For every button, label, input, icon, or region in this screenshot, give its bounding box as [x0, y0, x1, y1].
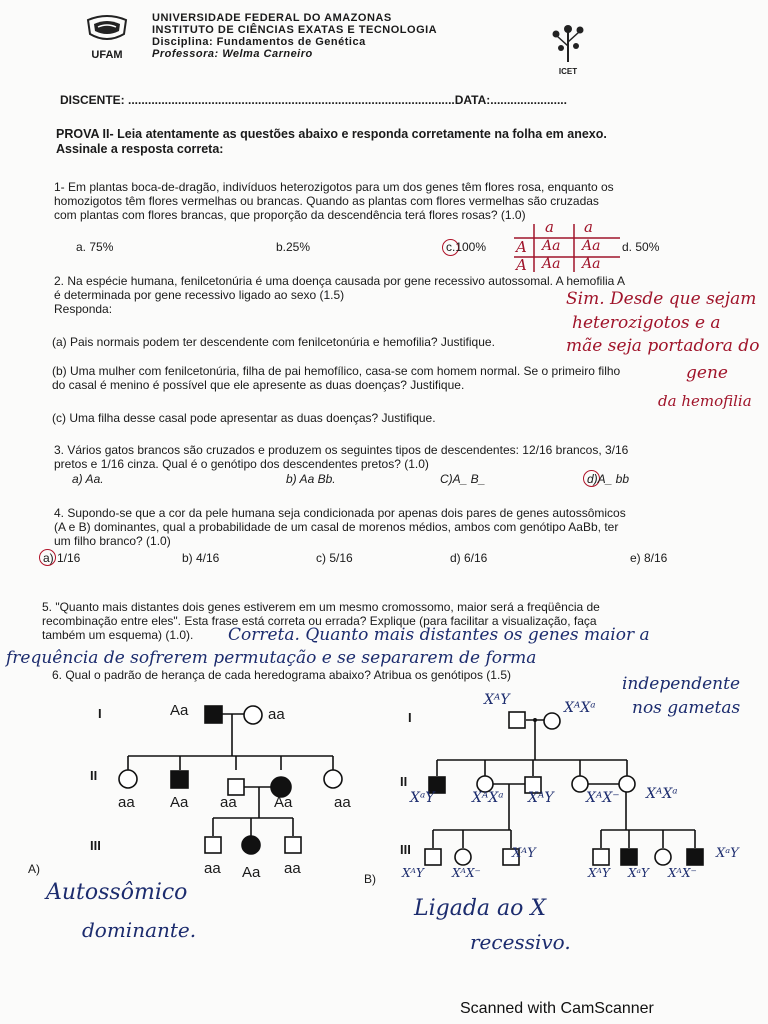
q1-option-a[interactable]: a. 75%: [76, 240, 114, 254]
q4-option-e[interactable]: e) 8/16: [630, 551, 668, 565]
q2-item-b-line2: do casal é menino é possível que ele apresente as duas doenças? Justifique.: [52, 378, 465, 392]
ped-a-II-2-genotype: Aa: [170, 794, 189, 811]
q3-option-b[interactable]: b) Aa Bb.: [286, 472, 336, 486]
ped-a-III-3-genotype: aa: [284, 860, 301, 877]
q3-option-d[interactable]: d)A_ bb: [587, 472, 630, 486]
ped-b-III-4-genotype: XᴬY: [588, 866, 610, 880]
q2-answer-line5: da hemofilia: [658, 392, 752, 410]
ufam-emblem-icon: [84, 14, 130, 46]
institute-name: INSTITUTO DE CIÊNCIAS EXATAS E TECNOLOGIA: [152, 24, 438, 36]
university-name: UNIVERSIDADE FEDERAL DO AMAZONAS: [152, 12, 392, 24]
punnett-c22: Aa: [582, 256, 601, 272]
q2-answer-line1: Sim. Desde que sejam: [566, 289, 757, 309]
ped-b-gen-II: II: [400, 774, 408, 789]
q4-line2: (A e B) dominantes, qual a probabilidade de um casal de morenos médios, ambos com genótipo AaBb, ter: [54, 520, 619, 534]
ped-a-II-5-genotype: aa: [334, 794, 351, 811]
header-block: [152, 12, 437, 60]
q5-answer-line2: frequência de sofrerem permutação e se separarem de forma: [6, 648, 537, 668]
ped-a-I-father-genotype: Aa: [170, 702, 189, 719]
punnett-c11: Aa: [542, 238, 561, 254]
ped-b-III-3-genotype: XᴬY: [512, 846, 536, 861]
q2-text: [54, 274, 625, 316]
ped-a-gen-II: II: [90, 768, 98, 783]
q6-answer-b-line2: recessivo.: [470, 930, 571, 954]
ped-a-II-3-genotype: aa: [220, 794, 237, 811]
q5-line2: recombinação entre eles". Esta frase está correta ou errada? Explique (para facilitar a visualização, faça: [42, 614, 597, 628]
q1-text: [54, 180, 614, 222]
ped-a-label: A): [28, 862, 40, 876]
ped-b-label: B): [364, 872, 376, 886]
q2-line3: Responda:: [54, 302, 113, 316]
q3-line1: 3. Vários gatos brancos são cruzados e produzem os seguintes tipos de descendentes: 12/16 brancos, 3/16: [54, 443, 629, 457]
q3-line2: pretos e 1/16 cinza. Qual é o genótipo dos descendentes pretos? (1.0): [54, 457, 429, 471]
q6-text: 6. Qual o padrão de herança de cada heredograma abaixo? Atribua os genótipos (1.5): [52, 668, 511, 682]
punnett-top1: a: [545, 218, 554, 236]
ped-b-III-1-genotype: XᴬY: [402, 866, 424, 880]
pedigree-lines: [0, 690, 768, 950]
q2-line2: é determinada por gene recessivo ligado ao sexo (1.5): [54, 288, 345, 302]
punnett-left2: A: [516, 256, 527, 274]
q2-item-c: (c) Uma filha desse casal pode apresentar as duas doenças? Justifique.: [52, 411, 436, 425]
punnett-c21: Aa: [542, 256, 561, 272]
q2-item-a: (a) Pais normais podem ter descendente com fenilcetonúria e hemofilia? Justifique.: [52, 335, 495, 349]
ufam-label: UFAM: [91, 49, 123, 61]
icet-logo: [548, 22, 588, 78]
discipline: Disciplina: Fundamentos de Genética: [152, 36, 366, 48]
ped-b-I-mother-genotype: XᴬXᵃ: [564, 700, 596, 716]
q2-item-b: [52, 364, 620, 392]
q2-answer-line4: gene: [686, 363, 728, 383]
q4-option-c[interactable]: c) 5/16: [316, 551, 353, 565]
q4-option-b[interactable]: b) 4/16: [182, 551, 220, 565]
student-line: DISCENTE: ..................................................................................................DATA:.......................: [60, 93, 567, 107]
ped-b-II-2-genotype: XᴬXᵃ: [472, 790, 504, 806]
ped-a-gen-I: I: [98, 706, 102, 721]
ped-a-III-1-genotype: aa: [204, 860, 221, 877]
punnett-top2: a: [584, 218, 593, 236]
q3-option-a[interactable]: a) Aa.: [72, 472, 104, 486]
icet-label: ICET: [558, 67, 578, 76]
ped-a-gen-III: III: [90, 838, 101, 853]
punnett-square: [512, 222, 622, 274]
q5-answer-line3: independente: [622, 674, 741, 694]
professor: Professora: Welma Carneiro: [152, 48, 313, 60]
ped-b-gen-III: III: [400, 842, 411, 857]
ped-a-II-1-genotype: aa: [118, 794, 135, 811]
q1-option-b[interactable]: b.25%: [276, 240, 311, 254]
intro-line2: Assinale a resposta correta:: [56, 142, 224, 156]
intro-line1: PROVA II- Leia atentamente as questões abaixo e responda corretamente na folha em anexo.: [56, 127, 607, 141]
q1-line3: com plantas com flores brancas, que proporção da descendência terá flores rosas? (1.0): [54, 208, 526, 222]
q6-answer-a-line2: dominante.: [82, 918, 197, 942]
q3-text: [54, 443, 628, 471]
ped-a-I-mother-genotype: aa: [268, 706, 285, 723]
q4-line3: um filho branco? (1.0): [54, 534, 171, 548]
q1-option-d[interactable]: d. 50%: [622, 240, 660, 254]
q5-answer-line4: nos gametas: [632, 698, 741, 718]
punnett-left1: A: [516, 238, 527, 256]
ped-b-III-7-genotype: XᵃY: [716, 846, 739, 861]
q6-answer-b-line1: Ligada ao X: [414, 896, 547, 921]
ped-a-III-2-genotype: Aa: [242, 864, 261, 881]
scanner-footer: Scanned with CamScanner: [460, 1000, 654, 1017]
q1-line1: 1- Em plantas boca-de-dragão, indivíduos heterozigotos para um dos genes têm flores rosa, enquanto os: [54, 180, 614, 194]
ped-b-III-5-genotype: XᵃY: [628, 866, 649, 880]
q4-option-a[interactable]: a) 1/16: [43, 551, 81, 565]
ufam-logo: [84, 14, 130, 61]
q2-answer-line3: mãe seja portadora do: [566, 336, 760, 356]
q1-option-c[interactable]: c.100%: [446, 240, 487, 254]
ped-b-III-6-genotype: XᴬX⁻: [668, 866, 697, 880]
q2-line1: 2. Na espécie humana, fenilcetonúria é uma doença causada por gene recessivo autossomal. A hemofilia A: [54, 274, 626, 288]
ped-b-gen-I: I: [408, 710, 412, 725]
q4-option-d[interactable]: d) 6/16: [450, 551, 488, 565]
punnett-c12: Aa: [582, 238, 601, 254]
ped-b-III-2-genotype: XᴬX⁻: [452, 866, 481, 880]
ped-b-II-4-genotype: XᴬX⁻: [586, 790, 620, 806]
q2-item-b-line1: (b) Uma mulher com fenilcetonúria, filha de pai hemofílico, casa-se com homem normal. Se o primeiro filho: [52, 364, 621, 378]
q4-text: [54, 506, 626, 548]
ped-a-II-4-genotype: Aa: [274, 794, 293, 811]
ped-b-II-5-genotype: XᴬXᵃ: [646, 786, 678, 802]
ped-b-II-1-genotype: XᵃY: [410, 790, 435, 806]
q1-line2: homozigotos têm flores vermelhas ou brancas. Quando as plantas com flores vermelhas são cruzadas: [54, 194, 599, 208]
ped-b-II-3-genotype: XᴬY: [528, 790, 554, 806]
q4-line1: 4. Supondo-se que a cor da pele humana seja condicionada por apenas dois pares de genes autossômicos: [54, 506, 626, 520]
ped-b-I-father-genotype: XᴬY: [484, 692, 510, 708]
q5-line3: também um esquema) (1.0).: [42, 628, 194, 642]
q2-answer-line2: heterozigotos e a: [572, 313, 721, 333]
q5-line1: 5. "Quanto mais distantes dois genes estiverem em um mesmo cromossomo, maior será a freqüência de: [42, 600, 600, 614]
q3-option-c[interactable]: C)A_ B_: [440, 472, 486, 486]
tree-icon: [551, 22, 585, 62]
q6-answer-a-line1: Autossômico: [46, 880, 188, 905]
q5-answer-line1: Correta. Quanto mais distantes os genes maior a: [228, 625, 650, 645]
